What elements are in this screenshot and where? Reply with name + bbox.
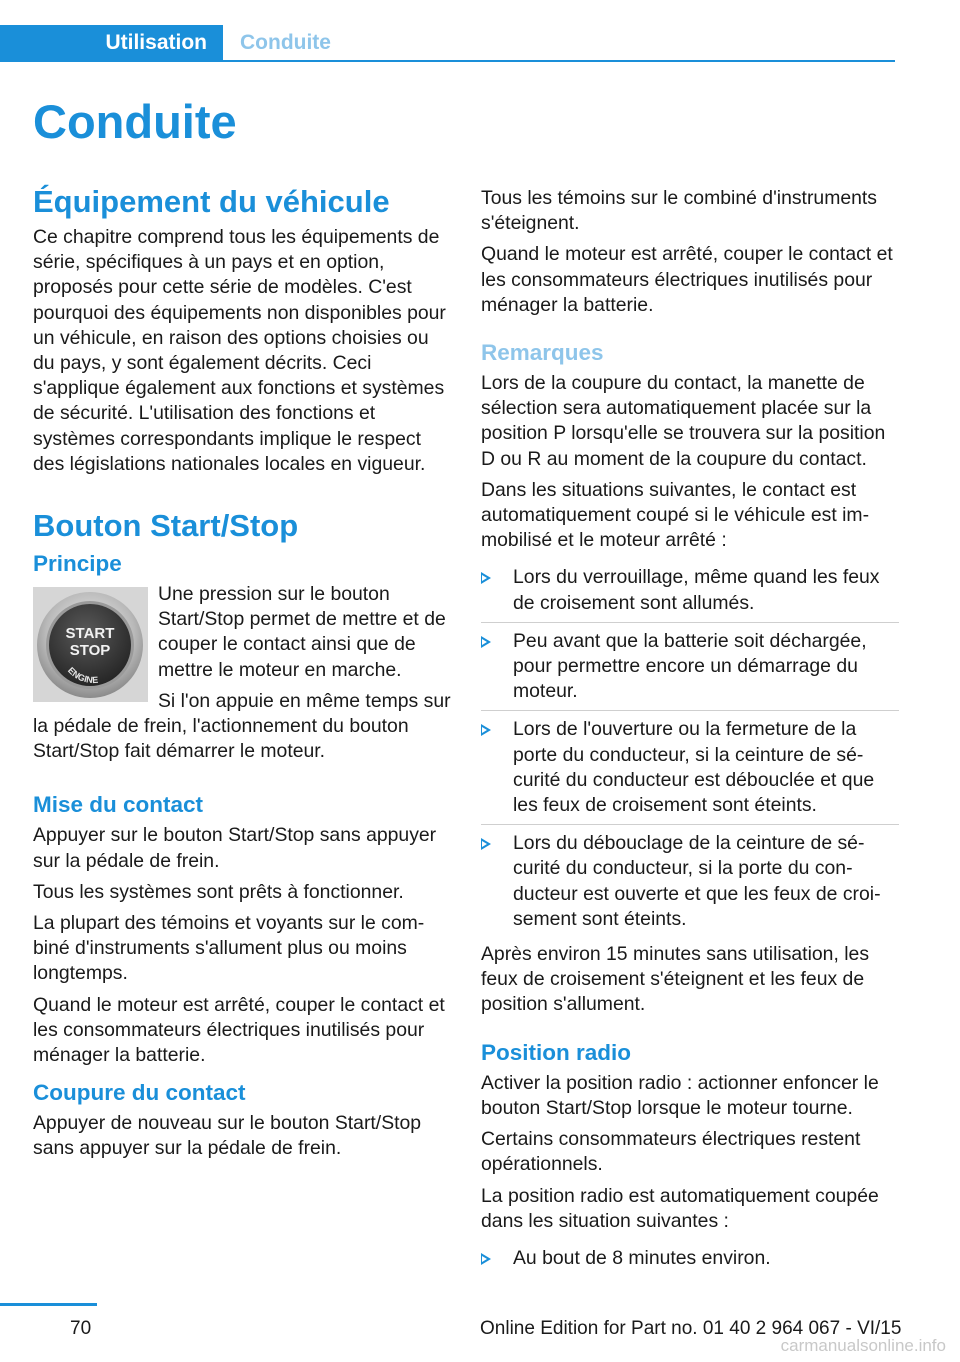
equipment-paragraph: Ce chapitre comprend tous les équipements de série, spécifiques à un pays et en option, proposés pour cette série de modèles. C'est pourquoi des équipements non disponibles pour un véhicule, en raison des options choisies ou du pays, y sont également décrits. Ceci s'applique également aux fonctions et systèmes de sécurité. L'utilisation des fonctions et systèmes correspondants implique le respect des législations nationales locales en vigueur. — [33, 226, 446, 475]
right-column — [481, 186, 899, 1281]
right-paragraph-2: Quand le moteur est arrêté, couper le contact et les consommateurs électriques inutilisés pour ménager la batterie. — [481, 243, 893, 316]
list-item: Lors de l'ouverture ou la fermeture de la porte du conducteur, si la ceinture de sécurité du conducteur est débouclée et que les feux de croisement sont éteints. — [481, 711, 899, 825]
remarques-heading: Remarques — [481, 340, 604, 366]
start-stop-heading: Bouton Start/Stop — [33, 508, 299, 544]
mise-du-contact-heading: Mise du contact — [33, 792, 204, 818]
triangle-bullet-icon — [481, 636, 491, 648]
remarques-list — [481, 559, 899, 938]
principe-paragraph-1: Une pression sur le bouton Start/Stop permet de mettre et de couper le contact ainsi que de mettre le moteur en marche. — [158, 583, 446, 681]
left-column — [33, 183, 451, 1168]
list-item: Lors du verrouillage, même quand les feux de croisement sont allumés. — [481, 559, 899, 622]
triangle-bullet-icon — [481, 572, 491, 584]
principe-heading: Principe — [33, 551, 122, 577]
button-label-stop: STOP — [69, 642, 111, 660]
list-item: Peu avant que la batterie soit déchargée, pour permettre encore un démarrage du moteur. — [481, 623, 899, 712]
tab-utilisation[interactable]: Utilisation — [0, 25, 223, 61]
coupure-paragraph: Appuyer de nouveau sur le bouton Start/Stop sans appuyer sur la pédale de frein. — [33, 1112, 422, 1160]
mise-paragraph-1: Appuyer sur le bouton Start/Stop sans appuyer sur la pédale de frein. — [33, 824, 437, 872]
start-stop-engine-icon — [33, 587, 148, 702]
page-header — [0, 0, 960, 62]
mise-paragraph-4: Quand le moteur est arrêté, couper le contact et les consommateurs électriques inutilisés pour ménager la batterie. — [33, 993, 445, 1067]
position-radio-heading: Position radio — [481, 1039, 632, 1065]
coupure-du-contact-heading: Coupure du contact — [33, 1080, 246, 1106]
equipment-heading: Équipement du véhicule — [33, 184, 390, 219]
mise-paragraph-2: Tous les systèmes sont prêts à fonctionner. — [33, 880, 404, 903]
header-divider — [0, 60, 895, 62]
button-label-start: START — [65, 625, 115, 643]
radio-paragraph-3: La position radio est automatiquement coupée dans les situation suivantes : — [481, 1184, 879, 1232]
footer-divider — [0, 1303, 97, 1306]
principe-block — [33, 582, 451, 770]
radio-paragraph-2: Certains consommateurs électriques restent opérationnels. — [481, 1128, 861, 1176]
radio-list — [481, 1240, 899, 1277]
list-item: Lors du débouclage de la ceinture de sécurité du conducteur, si la porte du conducteur est ouverte et que les feux de croisement sont éteints. — [481, 825, 899, 938]
watermark: carmanualsonline.info — [780, 1336, 946, 1355]
triangle-bullet-icon — [481, 838, 491, 850]
button-label-engine: ENGINE — [65, 665, 99, 686]
page-number: 70 — [70, 1318, 92, 1339]
list-item: Au bout de 8 minutes environ. — [481, 1240, 899, 1277]
radio-paragraph-1: Activer la position radio : actionner enfoncer le bouton Start/Stop lorsque le moteur tourne. — [481, 1071, 879, 1119]
mise-paragraph-3: La plupart des témoins et voyants sur le combiné d'instruments s'allument plus ou moins longtemps. — [33, 912, 425, 985]
principe-paragraph-2: Si l'on appuie en même temps sur la pédale de frein, l'actionnement du bouton Start/Stop fait démarrer le moteur. — [33, 689, 451, 763]
remarques-paragraph-1: Lors de la coupure du contact, la manette de sélection sera automatiquement placée sur la position P lorsqu'elle se trouvera sur la position D ou R au moment de la coupure du contact. — [481, 372, 886, 470]
start-stop-button-image — [33, 587, 148, 702]
triangle-bullet-icon — [481, 724, 491, 736]
page-title: Conduite — [33, 95, 237, 148]
remarques-paragraph-3: Après environ 15 minutes sans utilisation, les feux de croisement s'éteignent et les feux de position s'allument. — [481, 943, 870, 1016]
tab-conduite[interactable]: Conduite — [240, 31, 331, 54]
triangle-bullet-icon — [481, 1253, 491, 1265]
edition-note: Online Edition for Part no. 01 40 2 964 067 - VI/15 — [480, 1318, 902, 1339]
right-paragraph-1: Tous les témoins sur le combiné d'instruments s'éteignent. — [481, 187, 877, 235]
remarques-paragraph-2: Dans les situations suivantes, le contact est automatiquement coupé si le véhicule est immobilisé et le moteur arrêté : — [481, 478, 870, 552]
